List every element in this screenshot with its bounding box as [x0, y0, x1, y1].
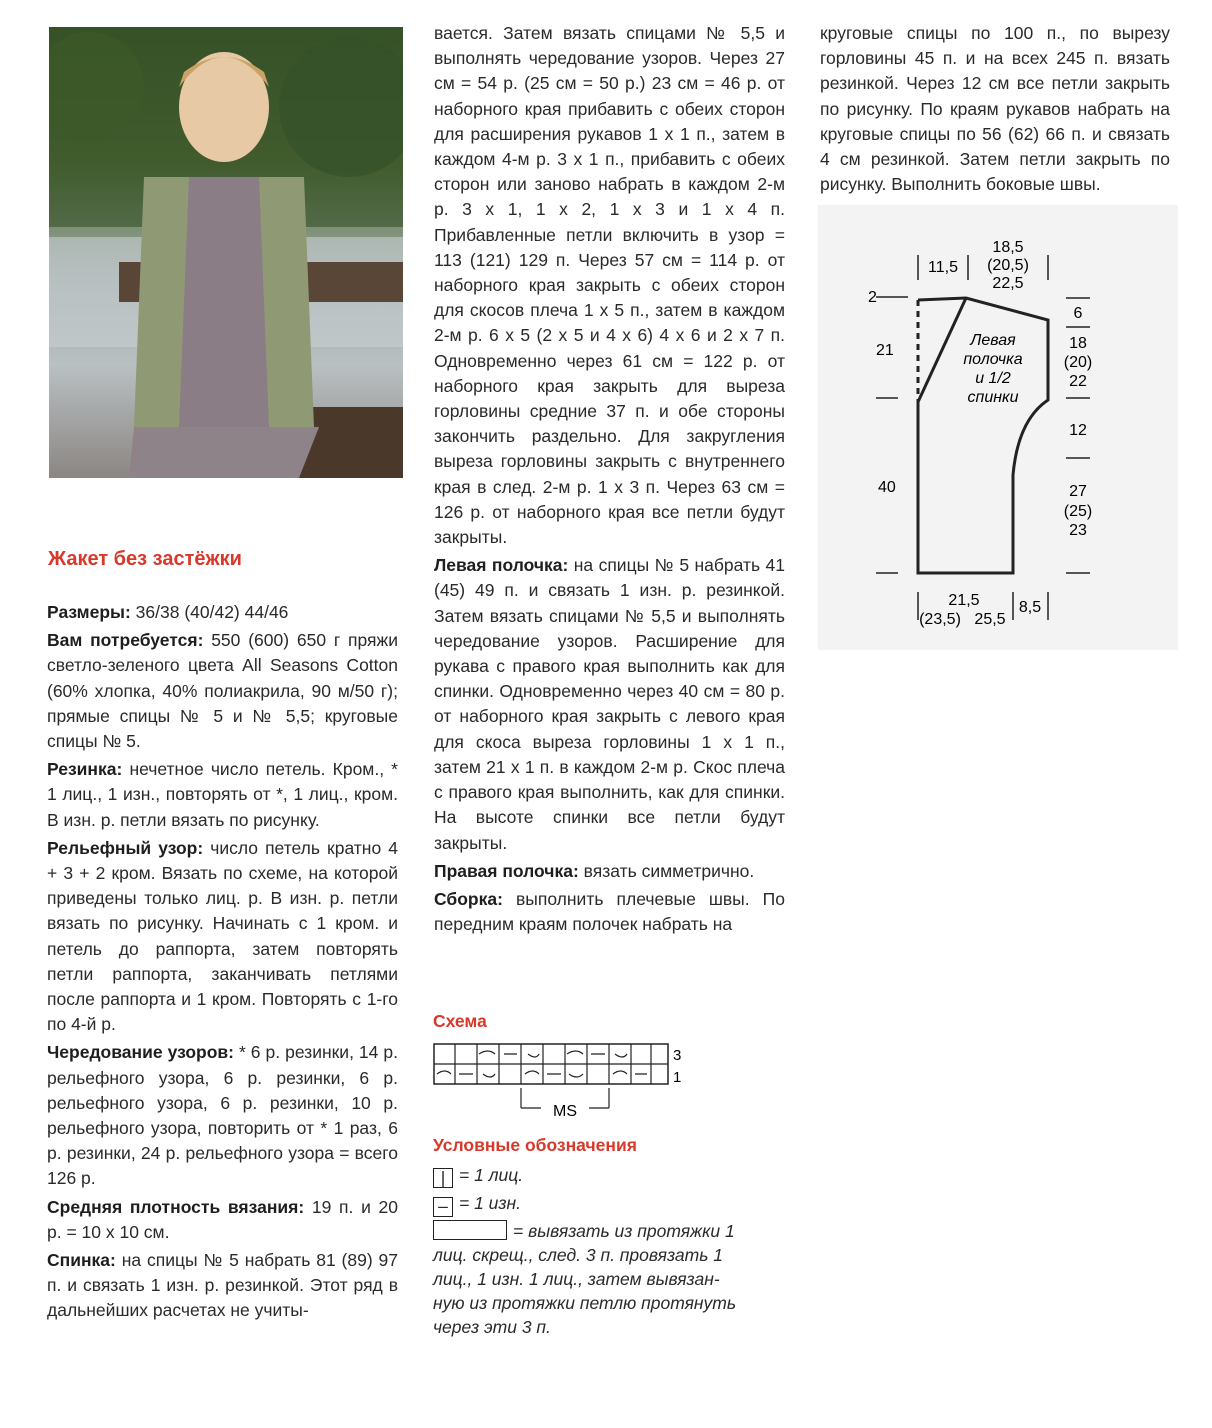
chart-row-1: 1 [673, 1069, 682, 1086]
piece-label-3: и 1/2 [975, 370, 1011, 387]
dim-right-22: 22 [1069, 373, 1087, 390]
paragraph-assembly: Сборка: выполнить плечевые швы. По передним краям полочек набрать на [434, 888, 785, 935]
paragraph-ribbing: Резинка: нечетное число петель. Кром., * 1 лиц., 1 изн., повторять от *, 1 лиц., кром. В изн. р. петли вязать по рисунку. [47, 759, 398, 830]
dim-right-6: 6 [1073, 305, 1083, 322]
dim-bottom-2: (23,5) [919, 611, 961, 628]
dim-bottom-3: 25,5 [974, 611, 1006, 628]
paragraph-gauge: Средняя плотность вязания: 19 п. и 20 р. = 10 х 10 см. [47, 1196, 399, 1242]
photo-illustration [49, 27, 403, 478]
paragraph-back: Спинка: на спицы № 5 набрать 81 (89) 97 п. и связать 1 изн. р. резинкой. Этот ряд в дальнейших расчетах не учиты- [47, 1250, 398, 1321]
paragraph-materials: Вам потребуется: 550 (600) 650 г пряжи светло-зеленого цвета All Seasons Cotton (60% хлопка, 40% полиакрила, 90 м/50 г); прямые спицы № 5 и № 5,5; круговые спицы № 5. [47, 630, 398, 752]
purl-symbol-icon: – [433, 1197, 453, 1217]
legend-item-purl: – = 1 изн. [433, 1191, 521, 1217]
pattern-diagram [818, 230, 1178, 640]
paragraph-right-front: Правая полочка: вязать симметрично. [434, 860, 755, 881]
piece-label-2: полочка [963, 351, 1023, 368]
knit-symbol-icon: | [433, 1168, 453, 1188]
paragraph-sizes: Размеры: 36/38 (40/42) 44/46 [47, 602, 289, 622]
model-photo [49, 27, 403, 478]
legend-title: Условные обозначения [433, 1135, 637, 1155]
dim-right-23: 23 [1069, 522, 1087, 539]
dim-bottom-1: 21,5 [948, 592, 980, 609]
paragraph-assembly-continued: круговые спицы по 100 п., по вырезу горловины 45 п. и на всех 245 п. вязать резинкой. Через 12 см все петли закрыть по рисунку. По краям рукавов набрать на круговые спицы по 56 (62) 66 п. и связать 4 см резинкой. Затем петли закрыть по рисунку. Выполнить боковые швы. [820, 23, 1170, 195]
text-column-1 [47, 600, 398, 1327]
dim-top-left: 11,5 [928, 259, 958, 276]
dim-top-right-2: (20,5) [987, 257, 1029, 274]
piece-label-4: спинки [967, 389, 1019, 406]
article-title: Жакет без застёжки [48, 548, 242, 570]
dim-right-18: 18 [1069, 335, 1087, 352]
paragraph-back-continued: вается. Затем вязать спицами № 5,5 и выполнять чередование узоров. Через 27 см = 54 р. (25 см = 50 р.) 23 см = 46 р. от наборного края прибавить с обеих сторон для расширения рукавов 1 х 1 п., затем в каждом 4-м р. 3 х 1 п., прибавить с обеих сторон или заново набрать в каждом 2-м р. 3 х 1, 1 х 2, 1 х 3 и 1 х 4 п. Прибавленные петли включить в узор = 113 (121) 129 п. Через 57 см = 114 р. от наборного края закрыть с обеих сторон для скосов плеча 1 х 5 п., затем в каждом 2-м р. 6 х 5 (2 х 5 и 4 х 6) 4 х 6 и 2 х 7 п. Одновременно через 61 см = 122 р. от наборного края закрыть для выреза горловины средние 37 п. и обе стороны закончить раздельно. Для закругления выреза горловины закрыть с внутреннего края в след. 2-м р. 1 х 3 п. Через 63 см = 126 р. от наборного края все петли будут закрыты. [434, 23, 785, 548]
dim-right-12: 12 [1069, 422, 1087, 439]
dim-bottom-4: 8,5 [1018, 599, 1042, 616]
chart-ms-label: MS [553, 1103, 577, 1120]
dim-left-2: 2 [868, 289, 877, 306]
chart-row-3: 3 [673, 1047, 682, 1064]
piece-label-1: Левая [970, 332, 1016, 349]
legend-item-knit: | = 1 лиц. [433, 1163, 523, 1188]
legend-item-cross: = вывязать из протяжки 1 лиц. скрещ., след. 3 п. провязать 1 лиц., 1 изн. 1 лиц., затем вывязан- ную из протяжки петлю протянуть через эти 3 п. [433, 1221, 737, 1337]
text-column-3 [820, 21, 1170, 200]
dim-right-25: (25) [1063, 503, 1093, 520]
schema-title: Схема [433, 1011, 487, 1031]
dim-right-20: (20) [1063, 354, 1093, 371]
paragraph-left-front: Левая полочка: на спицы № 5 набрать 41 (45) 49 п. и связать 1 изн. р. резинкой. Затем вязать спицами № 5,5 и выполнять чередование узоров. Расширение для рукава с правого края выполнить как для спинки. Одновременно через 40 см = 80 р. от наборного края закрыть с левого края для скоса выреза горловины 1 х 1 п., затем 21 х 1 п. в каждом 2-м р. Скос плеча с правого края выполнить, как для спинки. На высоте спинки все петли будут закрыты. [434, 555, 785, 853]
paragraph-relief-pattern: Рельефный узор: число петель кратно 4 + 3 + 2 кром. Вязать по схеме, на которой приведены только лиц. р. В изн. р. петли вязать по рисунку. Начинать с 1 кром. и петель до раппорта, затем повторять петли раппорта, заканчивать петлями после раппорта и 1 кром. Повторять с 1-го по 4-й р. [47, 837, 398, 1035]
dim-left-21: 21 [876, 342, 894, 359]
dim-top-right-3: 22,5 [992, 275, 1024, 292]
paragraph-alternation: Чередование узоров: * 6 р. резинки, 14 р. рельефного узора, 6 р. резинки, 6 р. рельефного узора, 6 р. резинки, 10 р. рельефного узора, повторить от * 1 раз, 6 р. резинки, 24 р. рельефного узора = всего 126 р. [47, 1042, 398, 1189]
stitch-chart [433, 1040, 693, 1125]
dim-right-27: 27 [1069, 483, 1087, 500]
cross-stitch-symbol-icon [433, 1220, 507, 1240]
text-column-2 [434, 21, 785, 940]
dim-top-right-1: 18,5 [992, 239, 1024, 256]
dim-left-40: 40 [878, 479, 896, 496]
